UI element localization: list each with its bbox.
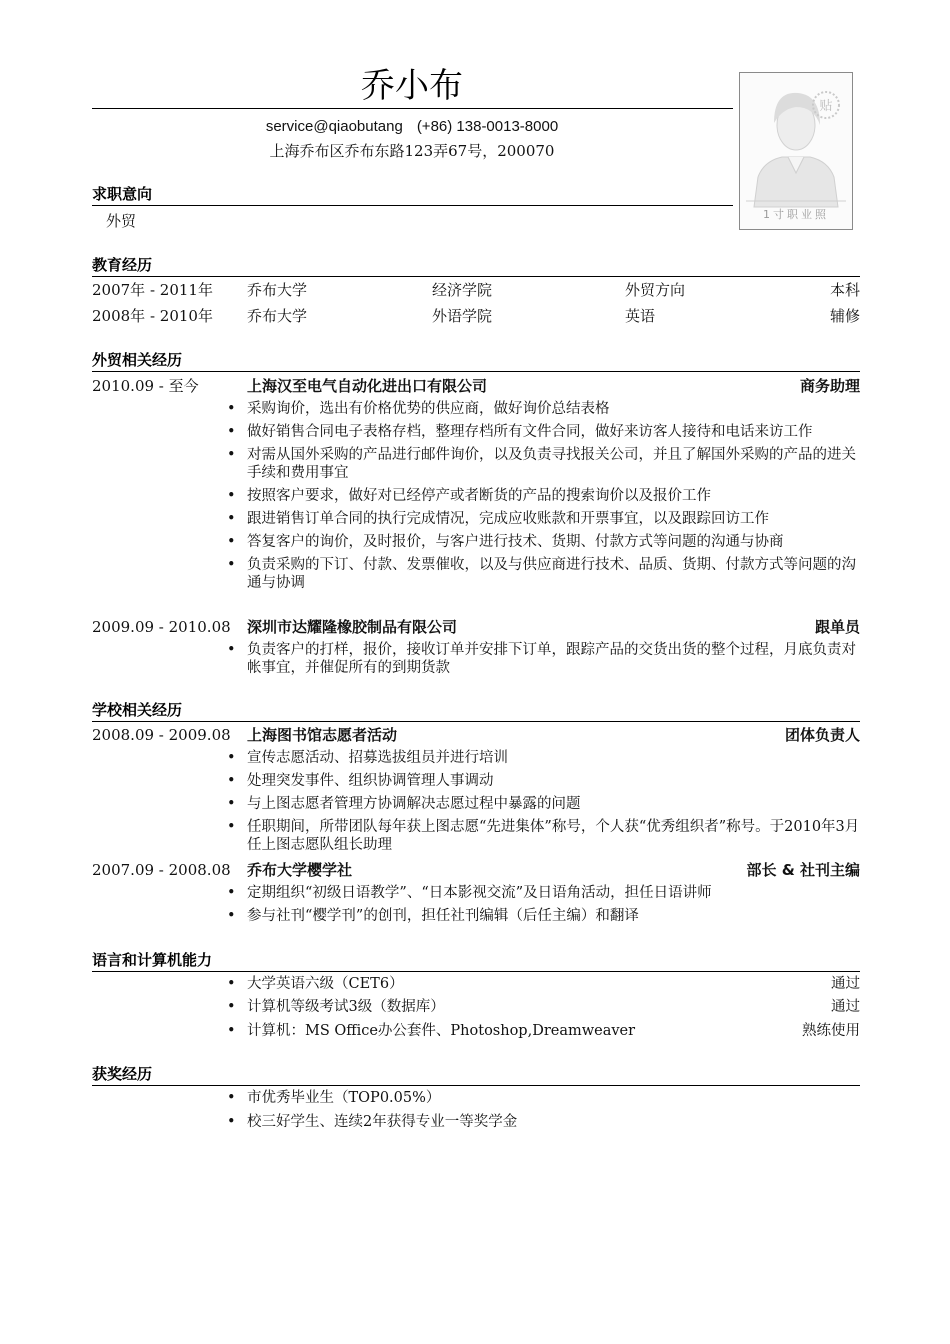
- skill-level: 通过: [831, 976, 860, 992]
- exp-org: 上海图书馆志愿者活动: [247, 726, 398, 744]
- list-item: • 按照客户要求，做好对已经停产或者断货的产品的搜索询价以及报价工作: [247, 487, 862, 505]
- skill-label: 大学英语六级（CET6）: [247, 976, 404, 992]
- section-title-skills: 语言和计算机能力: [92, 951, 213, 969]
- section-divider: [92, 971, 860, 972]
- skill-level: 通过: [831, 999, 860, 1015]
- list-item: • 任职期间，所带团队每年获上图志愿“先进集体”称号，个人获“优秀组织者”称号。于2010年3月任上图志愿队组长助理: [247, 818, 862, 854]
- exp-period: 2010.09 - 至今: [92, 377, 199, 395]
- list-item: • 答复客户的询价，及时报价，与客户进行技术、货期、付款方式等问题的沟通与协商: [247, 533, 862, 551]
- skill-label: 计算机：MS Office办公套件、Photoshop,Dreamweaver: [247, 1023, 636, 1039]
- skill-label: 计算机等级考试3级（数据库）: [247, 999, 445, 1015]
- exp-role: 跟单员: [814, 618, 860, 636]
- exp-period: 2009.09 - 2010.08: [92, 618, 231, 636]
- skill-item: [247, 1020, 860, 1042]
- list-item: • 参与社刊“樱学刊”的创刊，担任社刊编辑（后任主编）和翻译: [247, 907, 862, 925]
- avatar-silhouette-icon: [740, 73, 852, 229]
- edu-college: 经济学院: [432, 281, 493, 299]
- experience-header: [92, 616, 860, 638]
- candidate-name: 乔小布: [361, 66, 463, 106]
- exp-period: 2007.09 - 2008.08: [92, 861, 231, 879]
- edu-school: 乔布大学: [247, 281, 308, 299]
- section-divider: [92, 205, 733, 206]
- edu-major: 英语: [625, 307, 656, 325]
- address: 上海乔布区乔布东路123弄67号，200070: [269, 142, 555, 160]
- exp-bullets: [247, 400, 862, 597]
- objective-value: 外贸: [106, 212, 137, 230]
- edu-degree: 辅修: [829, 307, 860, 325]
- list-item: • 做好销售合同电子表格存档，整理存档所有文件合同，做好来访客人接待和电话来访工作: [247, 423, 862, 441]
- award-item: • 市优秀毕业生（TOP0.05%）: [247, 1087, 860, 1109]
- exp-period: 2008.09 - 2009.08: [92, 726, 231, 744]
- edu-period: 2007年 - 2011年: [92, 281, 213, 299]
- exp-org: 深圳市达耀隆橡胶制品有限公司: [247, 618, 458, 636]
- skill-item: [247, 996, 860, 1018]
- section-divider: [92, 1085, 860, 1086]
- edu-school: 乔布大学: [247, 307, 308, 325]
- skill-item: [247, 973, 860, 995]
- phone: (+86) 138-0013-8000: [416, 118, 559, 135]
- email: service@qiaobutang: [265, 118, 403, 135]
- section-title-education: 教育经历: [92, 256, 153, 274]
- photo-caption: 1寸职业照: [763, 208, 829, 221]
- exp-org: 乔布大学樱学社: [247, 861, 353, 879]
- education-row: [92, 279, 860, 301]
- section-title-school-experience: 学校相关经历: [92, 701, 183, 719]
- list-item: • 处理突发事件、组织协调管理人事调动: [247, 772, 862, 790]
- experience-header: [92, 724, 860, 746]
- list-item: • 宣传志愿活动、招募选拔组员并进行培训: [247, 749, 862, 767]
- edu-college: 外语学院: [432, 307, 493, 325]
- list-item: • 对需从国外采购的产品进行邮件询价，以及负责寻找报关公司，并且了解国外采购的产品的进关手续和费用事宜: [247, 446, 862, 482]
- edu-degree: 本科: [829, 281, 860, 299]
- skill-level: 熟练使用: [802, 1023, 860, 1039]
- exp-bullets: [247, 749, 862, 859]
- photo-stamp: 贴: [819, 99, 833, 114]
- exp-org: 上海汉至电气自动化进出口有限公司: [247, 377, 488, 395]
- experience-header: [92, 859, 860, 881]
- list-item: • 负责采购的下订、付款、发票催收，以及与供应商进行技术、品质、货期、付款方式等问题的沟通与协调: [247, 556, 862, 592]
- list-item: • 定期组织“初级日语教学”、“日本影视交流”及日语角活动，担任日语讲师: [247, 884, 862, 902]
- section-title-trade-experience: 外贸相关经历: [92, 351, 183, 369]
- section-divider: [92, 721, 860, 722]
- education-row: [92, 305, 860, 327]
- list-item: • 与上图志愿者管理方协调解决志愿过程中暴露的问题: [247, 795, 862, 813]
- edu-major: 外贸方向: [625, 281, 686, 299]
- section-title-objective: 求职意向: [92, 185, 153, 203]
- contact-line: [92, 117, 732, 137]
- exp-role: 团体负责人: [784, 726, 860, 744]
- name-divider: [92, 108, 733, 109]
- exp-bullets: [247, 641, 862, 682]
- list-item: • 负责客户的打样，报价，接收订单并安排下订单，跟踪产品的交货出货的整个过程，月底负责对帐事宜，并催促所有的到期货款: [247, 641, 862, 677]
- exp-bullets: [247, 884, 862, 930]
- edu-period: 2008年 - 2010年: [92, 307, 213, 325]
- award-item: • 校三好学生、连续2年获得专业一等奖学金: [247, 1111, 860, 1133]
- experience-header: [92, 375, 860, 397]
- section-title-awards: 获奖经历: [92, 1065, 153, 1083]
- photo-placeholder: [739, 72, 853, 230]
- exp-role: 商务助理: [799, 377, 860, 395]
- exp-role: 部长 & 社刊主编: [746, 861, 860, 879]
- section-divider: [92, 276, 860, 277]
- list-item: • 跟进销售订单合同的执行完成情况，完成应收账款和开票事宜，以及跟踪回访工作: [247, 510, 862, 528]
- list-item: • 采购询价，选出有价格优势的供应商，做好询价总结表格: [247, 400, 862, 418]
- section-divider: [92, 371, 860, 372]
